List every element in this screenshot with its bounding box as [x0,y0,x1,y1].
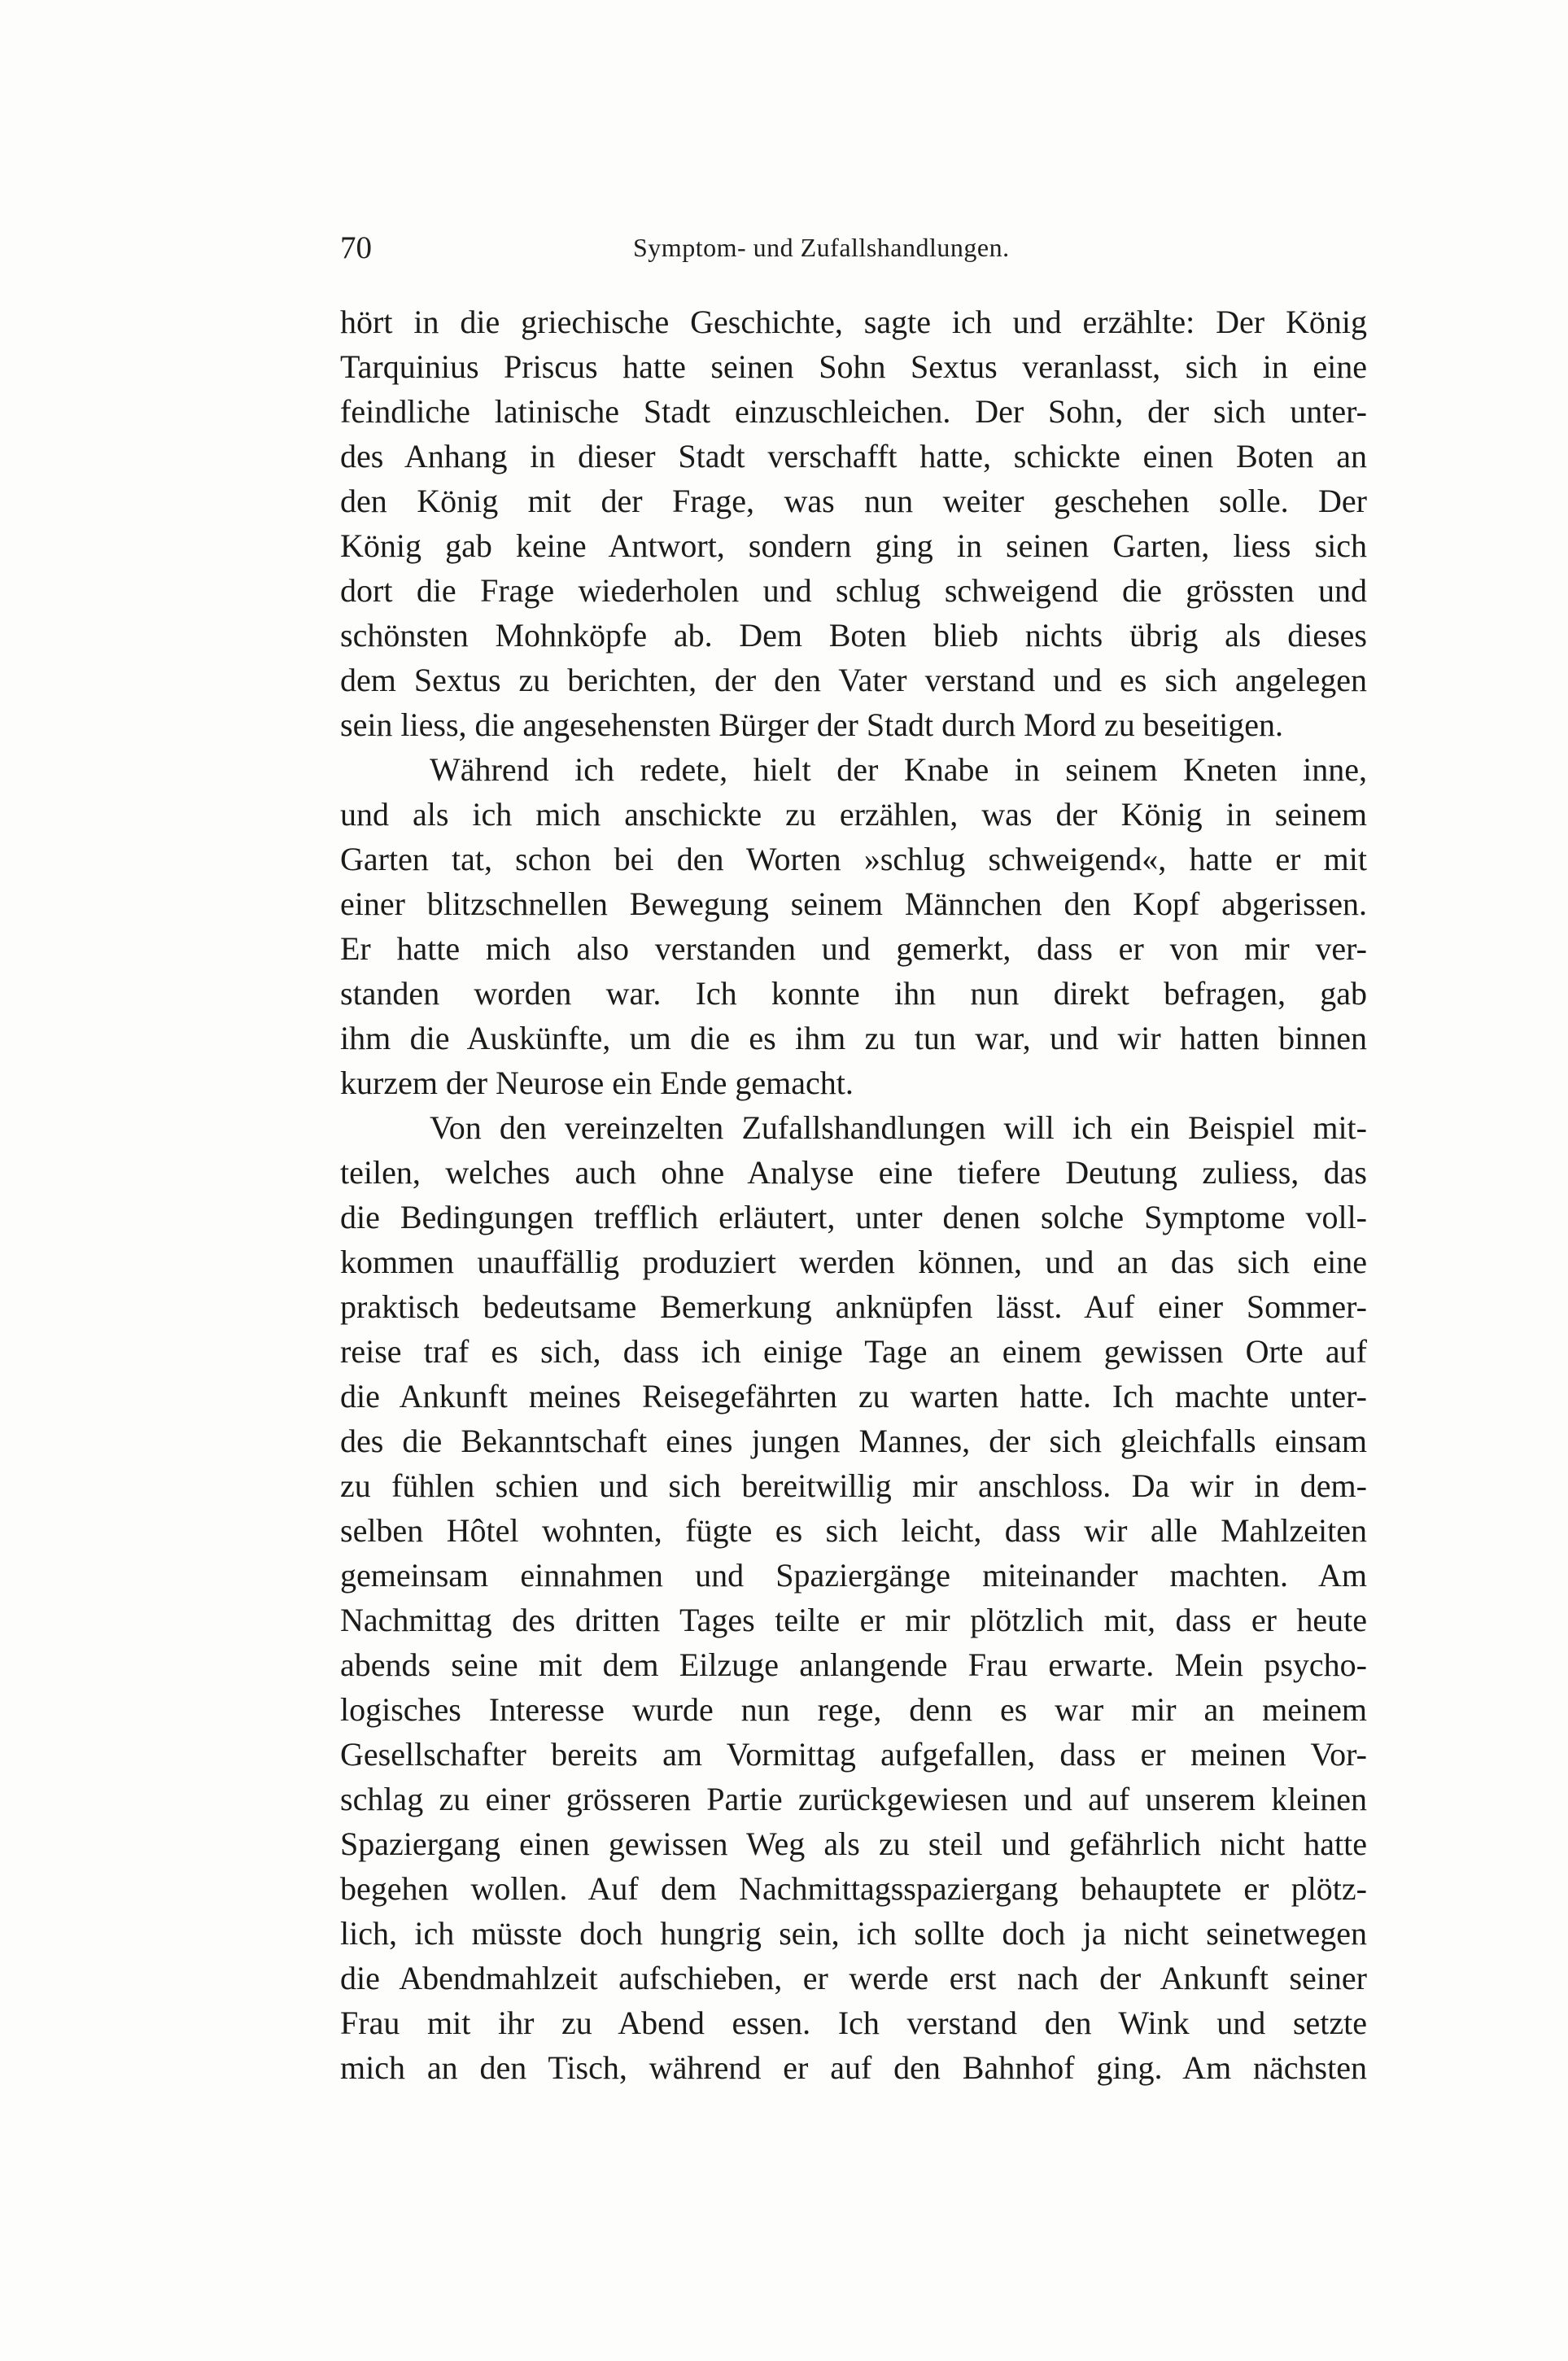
text-line: kommen unauffällig produziert werden können, und an das sich eine [340,1244,1367,1280]
running-title: Symptom- und Zufallshandlungen. [633,233,1010,262]
text-line: schlag zu einer grösseren Partie zurückgewiesen und auf unserem kleinen [340,1781,1367,1817]
text-line: Tarquinius Priscus hatte seinen Sohn Sextus veranlasst, sich in eine [340,348,1367,385]
text-line: Nachmittag des dritten Tages teilte er mir plötzlich mit, dass er heute [340,1602,1367,1638]
text-line: die Bedingungen trefflich erläutert, unter denen solche Symptome voll- [340,1199,1367,1235]
text-line: Frau mit ihr zu Abend essen. Ich verstand den Wink und setzte [340,2005,1367,2041]
text-line: abends seine mit dem Eilzuge anlangende Frau erwarte. Mein psycho- [340,1646,1367,1683]
text-line: die Ankunft meines Reisegefährten zu warten hatte. Ich machte unter- [340,1378,1367,1414]
text-line: feindliche latinische Stadt einzuschleichen. Der Sohn, der sich unter- [340,393,1367,430]
text-line: praktisch bedeutsame Bemerkung anknüpfen lässt. Auf einer Sommer- [340,1288,1367,1325]
text-line: zu fühlen schien und sich bereitwillig mir anschloss. Da wir in dem- [340,1467,1367,1504]
paragraph [340,299,1367,747]
text-line: schönsten Mohnköpfe ab. Dem Boten blieb nichts übrig als dieses [340,617,1367,654]
text-line: hört in die griechische Geschichte, sagte ich und erzählte: Der König [340,304,1367,340]
text-line: reise traf es sich, dass ich einige Tage an einem gewissen Orte auf [340,1333,1367,1370]
text-line: standen worden war. Ich konnte ihn nun direkt befragen, gab [340,975,1367,1012]
paragraph [340,1105,1367,2090]
text-line: dem Sextus zu berichten, der den Vater verstand und es sich angelegen [340,662,1367,698]
page-number: 70 [340,230,372,265]
text-line: des die Bekanntschaft eines jungen Mannes, der sich gleichfalls einsam [340,1423,1367,1459]
text-line: Er hatte mich also verstanden und gemerkt, dass er von mir ver- [340,930,1367,967]
text-line: Gesellschafter bereits am Vormittag aufgefallen, dass er meinen Vor- [340,1736,1367,1773]
text-line: König gab keine Antwort, sondern ging in seinen Garten, liess sich [340,527,1367,564]
text-line: die Abendmahlzeit aufschieben, er werde erst nach der Ankunft seiner [340,1960,1367,1996]
text-line: begehen wollen. Auf dem Nachmittagsspaziergang behauptete er plötz- [340,1870,1367,1907]
text-line: dort die Frage wiederholen und schlug schweigend die grössten und [340,572,1367,609]
paragraph [340,747,1367,1105]
body-text [340,299,1367,2090]
text-line: des Anhang in dieser Stadt verschafft hatte, schickte einen Boten an [340,438,1367,474]
text-line: kurzem der Neurose ein Ende gemacht. [340,1065,854,1101]
text-line: den König mit der Frage, was nun weiter geschehen solle. Der [340,483,1367,519]
text-line: einer blitzschnellen Bewegung seinem Männchen den Kopf abgerissen. [340,885,1367,922]
text-line: teilen, welches auch ohne Analyse eine tiefere Deutung zuliess, das [340,1154,1367,1191]
text-line: ihm die Auskünfte, um die es ihm zu tun war, und wir hatten binnen [340,1020,1367,1056]
text-line: sein liess, die angesehensten Bürger der Stadt durch Mord zu beseitigen. [340,706,1283,743]
text-line: selben Hôtel wohnten, fügte es sich leicht, dass wir alle Mahlzeiten [340,1512,1367,1549]
page-header [340,226,1367,275]
text-line: lich, ich müsste doch hungrig sein, ich sollte doch ja nicht seinetwegen [340,1915,1367,1952]
text-line: logisches Interesse wurde nun rege, denn es war mir an meinem [340,1691,1367,1728]
text-line: und als ich mich anschickte zu erzählen, was der König in seinem [340,796,1367,833]
text-line: mich an den Tisch, während er auf den Bahnhof ging. Am nächsten [340,2049,1367,2086]
text-line: Spaziergang einen gewissen Weg als zu steil und gefährlich nicht hatte [340,1825,1367,1862]
text-line: gemeinsam einnahmen und Spaziergänge miteinander machten. Am [340,1557,1367,1594]
text-line: Von den vereinzelten Zufallshandlungen will ich ein Beispiel mit- [430,1109,1367,1146]
text-line: Während ich redete, hielt der Knabe in seinem Kneten inne, [430,751,1367,788]
text-line: Garten tat, schon bei den Worten »schlug schweigend«, hatte er mit [340,841,1367,877]
